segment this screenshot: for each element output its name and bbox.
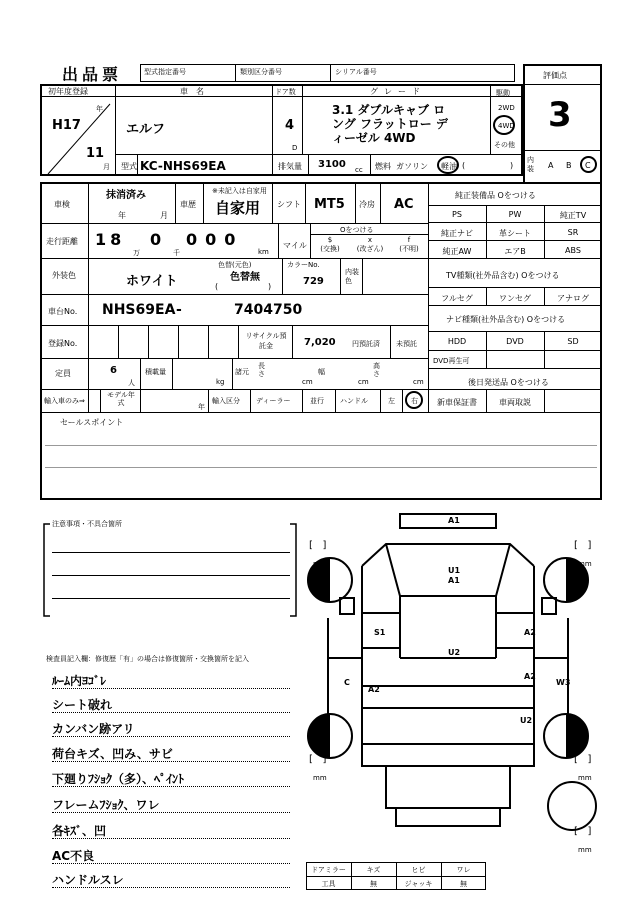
shaken-month-unit: 月 <box>160 211 168 220</box>
mileage-km-unit: km <box>258 248 269 256</box>
drive-2wd: 2WD <box>498 104 515 112</box>
legend-scratch: キズ <box>366 866 381 874</box>
model-year-unit: 年 <box>198 403 205 411</box>
ac-value: AC <box>394 197 414 212</box>
fuel-diesel: 軽油 <box>441 162 457 171</box>
height-unit: cm <box>413 378 424 386</box>
legend-break: ワレ <box>456 866 471 874</box>
mark-a1-hood: A1 <box>448 576 460 585</box>
odo-tampered: x (改ざん) <box>356 236 384 253</box>
evaluation-label: 評価点 <box>543 71 567 80</box>
length-label: 長さ <box>258 362 265 378</box>
fuel-paren-l: ( <box>462 161 466 170</box>
legend-tools-value: 無 <box>370 880 377 888</box>
note-item-1: ﾙｰﾑ内ﾖｺﾞﾚ <box>52 674 107 688</box>
caution-bracket <box>40 520 300 620</box>
later-shipment-header: 後日発送品 Oをつける <box>468 378 549 387</box>
interior-color-label: 内装色 <box>345 268 359 285</box>
drive-other: その他 <box>494 141 515 149</box>
tread-rear-left-unit: mm <box>313 774 327 782</box>
color-change-value: 色替無 <box>230 272 260 283</box>
width-label: 幅 <box>318 368 325 376</box>
later-warranty: 新車保証書 <box>437 398 477 407</box>
shift-label: シフト <box>277 200 301 209</box>
option-ps: PS <box>452 210 462 219</box>
sales-point-label: セールスポイント <box>60 418 124 427</box>
odo-unknown: f (不明) <box>399 236 419 253</box>
mileage-label: 走行距離 <box>46 237 78 246</box>
shaken-year-unit: 年 <box>118 211 126 220</box>
history-value: 自家用 <box>215 199 261 217</box>
shaken-value: 抹消済み <box>106 190 146 201</box>
option-tv: 純正TV <box>559 211 587 220</box>
tread-spare-unit: mm <box>578 846 592 854</box>
displacement-value: 3100 <box>318 159 346 170</box>
mark-u2-center: U2 <box>448 648 461 657</box>
legend-jack: ジャッキ <box>404 880 433 888</box>
length-unit: cm <box>302 378 313 386</box>
mileage-digits-tail: 000 <box>186 230 244 249</box>
color-paren-r: ) <box>268 282 272 291</box>
option-abs: ABS <box>565 246 581 255</box>
tv-fullseg: フルセグ <box>441 294 473 303</box>
car-name-label: 車名 <box>180 87 212 96</box>
first-reg-month: 11 <box>86 146 105 161</box>
recycle-paid: 円預託済 <box>352 340 380 348</box>
fuel-label: 燃料 <box>375 162 391 171</box>
interior-label: 内装 <box>527 156 534 173</box>
serial-number-label: シリアル番号 <box>335 68 377 76</box>
note-item-8: AC不良 <box>52 849 95 863</box>
caution-label: 注意事項・不具合箇所 <box>52 520 122 528</box>
odo-exchanged: $ (交換) <box>320 236 340 253</box>
displacement-unit: cc <box>355 166 363 174</box>
header-fields <box>140 64 515 82</box>
mark-a2-left: A2 <box>368 685 380 694</box>
drive-label: 駆動 <box>496 89 510 97</box>
tv-analog: アナログ <box>557 294 589 303</box>
color-no-value: 729 <box>303 276 324 287</box>
type-number-label: 型式指定番号 <box>144 68 186 76</box>
odo-circle-label: Oをつける <box>340 226 374 234</box>
interior-b: B <box>566 161 572 170</box>
history-label: 車歴 <box>180 200 196 209</box>
mark-c: C <box>344 678 350 687</box>
history-note: ※未記入は自家用 <box>212 187 267 195</box>
handle-left: 左 <box>388 397 395 405</box>
vehicle-damage-diagram <box>300 508 610 868</box>
tread-rear-left: [ ] <box>309 754 327 765</box>
tread-front-right-unit: mm <box>578 560 592 568</box>
mark-a1-bumper: A1 <box>448 516 460 525</box>
navi-header: ナビ種類(社外品含む) Oをつける <box>446 315 566 324</box>
navi-hdd: HDD <box>447 337 467 346</box>
option-sr: SR <box>567 228 579 237</box>
note-item-9: ハンドルスレ <box>52 873 124 887</box>
fuel-diesel-circle <box>437 156 459 174</box>
tread-front-left-unit: mm <box>313 560 327 568</box>
doors-value: 4 <box>285 118 295 133</box>
load-label: 積載量 <box>145 368 166 376</box>
first-reg-label: 初年度登録 <box>48 87 88 96</box>
grade-label: グレード <box>370 87 426 96</box>
fuel-gasoline: ガソリン <box>396 162 428 171</box>
note-item-7: 各ｷｽﾞ、凹 <box>52 824 107 838</box>
mark-s1: S1 <box>374 628 386 637</box>
model-value: KC-NHS69EA <box>140 159 226 173</box>
color-change-label: 色替(元色) <box>218 261 252 269</box>
import-parallel: 並行 <box>310 397 324 405</box>
capacity-value: 6 <box>110 365 117 376</box>
shift-value: MT5 <box>314 197 345 212</box>
handle-right: 右 <box>411 397 418 405</box>
mark-w3: W3 <box>556 678 571 687</box>
handle-label: ハンドル <box>340 397 368 405</box>
note-item-5: 下廻りﾌｼｮｸ（多）、ﾍﾟｲﾝﾄ <box>52 772 185 786</box>
note-item-6: フレームﾌｼｮｸ、ワレ <box>52 798 160 812</box>
import-label: 輸入車のみ⇒ <box>44 397 85 405</box>
capacity-unit: 人 <box>128 379 135 387</box>
color-label: 外装色 <box>52 271 76 280</box>
mark-u1: U1 <box>448 566 461 575</box>
tv-header: TV種類(社外品含む) Oをつける <box>446 271 560 280</box>
chassis-label: 車台No. <box>48 307 78 316</box>
mileage-digit-3: 0 <box>150 230 162 249</box>
color-no-label: カラーNo. <box>287 261 320 269</box>
tread-front-left: [ ] <box>309 540 327 551</box>
genuine-options-header: 純正装備品 Oをつける <box>455 191 536 200</box>
ac-label: 冷房 <box>359 200 375 209</box>
interior-a: A <box>548 161 554 170</box>
mileage-man-unit: 万 <box>133 249 140 257</box>
chassis-number: 7404750 <box>234 302 303 318</box>
mileage-sen-unit: 千 <box>173 249 180 257</box>
displacement-label: 排気量 <box>278 162 302 171</box>
mark-a2-right-bottom: A2 <box>524 672 536 681</box>
class-number-label: 類別区分番号 <box>240 68 282 76</box>
shaken-label: 車検 <box>54 200 70 209</box>
navi-dvd: DVD <box>506 337 524 346</box>
doors-unit: D <box>292 144 298 152</box>
option-pw: PW <box>508 210 522 219</box>
tread-front-right: [ ] <box>574 540 592 551</box>
mark-a2-right-top: A2 <box>524 628 536 637</box>
capacity-label: 定員 <box>55 369 71 378</box>
note-item-3: カンバン跡アリ <box>52 722 135 736</box>
model-label: 型式 <box>121 162 137 171</box>
legend-tools: 工具 <box>321 880 336 888</box>
dvd-playback-label: DVD再生可 <box>433 357 470 365</box>
dims-label: 諸元 <box>235 368 249 376</box>
option-aw: 純正AW <box>442 247 472 256</box>
recycle-value: 7,020 <box>304 337 336 348</box>
note-item-2: シート破れ <box>52 698 113 712</box>
recycle-label: リサイクル預託金 <box>245 332 287 350</box>
chassis-dash: - <box>176 302 182 318</box>
doors-label: ドア数 <box>275 88 296 96</box>
tv-oneseg: ワンセグ <box>499 294 531 303</box>
navi-sd: SD <box>567 337 579 346</box>
mark-u2-right: U2 <box>520 716 533 725</box>
tread-rear-right: [ ] <box>574 754 592 765</box>
legend-mirror: ドアミラー <box>311 866 346 874</box>
legend-crack: ヒビ <box>411 866 426 874</box>
month-unit: 月 <box>103 163 110 171</box>
first-reg-year: H17 <box>52 118 81 133</box>
model-year-label: モデル年式 <box>107 391 135 407</box>
note-item-4: 荷台キズ、凹み、サビ <box>52 747 173 761</box>
inspector-label: 検査員記入欄：修復歴「有」の場合は修復箇所・交換箇所を記入 <box>46 655 249 663</box>
load-unit: kg <box>216 378 225 386</box>
page-title: 出品票 <box>62 65 123 84</box>
drive-4wd-circle <box>493 115 515 135</box>
color-paren-l: ( <box>215 282 219 291</box>
height-label: 高さ <box>373 362 380 378</box>
drive-4wd: 4WD <box>498 122 515 130</box>
option-leather: 革シート <box>499 229 531 238</box>
handle-right-circle <box>405 391 423 409</box>
option-navi: 純正ナビ <box>441 229 473 238</box>
legend-jack-value: 無 <box>460 880 467 888</box>
interior-c-circle <box>580 156 597 173</box>
width-unit: cm <box>358 378 369 386</box>
color-value: ホワイト <box>126 274 178 289</box>
recycle-unpaid: 未預託 <box>396 340 417 348</box>
year-unit: 年 <box>96 105 103 113</box>
tread-rear-right-unit: mm <box>578 774 592 782</box>
car-name: エルフ <box>126 122 166 137</box>
fuel-paren-r: ) <box>510 161 514 170</box>
mile-label: マイル <box>283 241 307 250</box>
import-dealer: ディーラー <box>256 397 291 405</box>
option-airbag: エアB <box>504 247 526 256</box>
evaluation-score: 3 <box>548 95 572 135</box>
mileage-digits: 18 <box>95 230 126 249</box>
import-class-label: 輸入区分 <box>212 397 240 405</box>
chassis-prefix: NHS69EA <box>102 302 176 318</box>
later-manual: 車両取説 <box>499 398 531 407</box>
tread-spare: [ ] <box>574 826 592 837</box>
reg-no-label: 登録No. <box>48 339 78 348</box>
grade-value: 3.1 ダブルキャブ ロ ング フラットロー デ ィーゼル 4WD <box>332 103 448 145</box>
interior-c: C <box>585 161 591 170</box>
